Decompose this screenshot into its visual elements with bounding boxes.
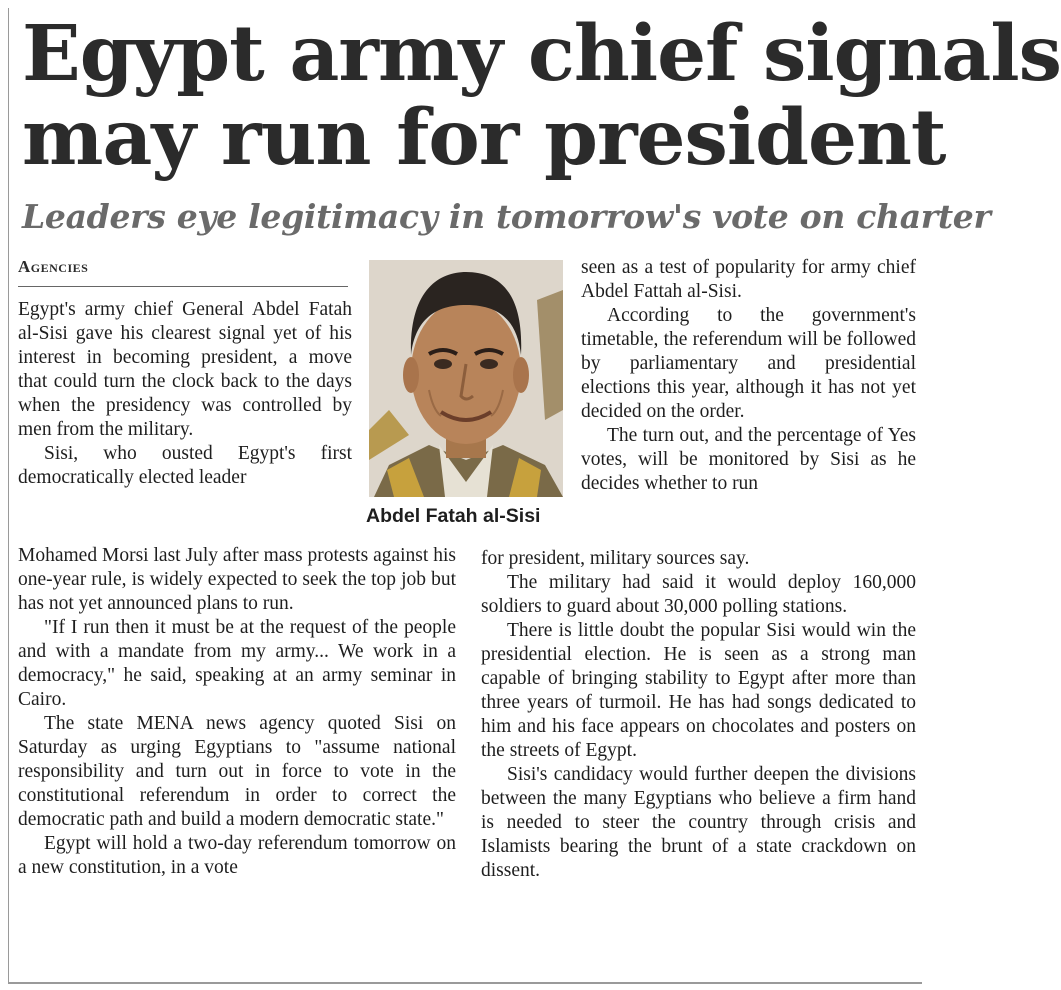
subheadline: Leaders eye legitimacy in tomorrow's vote on charter xyxy=(22,197,991,236)
headline-line-1: Egypt army chief signals xyxy=(22,9,1061,99)
body-column-b xyxy=(18,544,456,880)
left-column-rule xyxy=(8,8,9,983)
photo-caption: Abdel Fatah al-Sisi xyxy=(366,505,541,527)
headline xyxy=(22,9,1061,183)
paragraph: The state MENA news agency quoted Sisi on Saturday as urging Egyptians to "assume national responsibility and turn out in force to vote in the constitutional referendum in order to correct the democratic path and build a modern democratic state." xyxy=(18,713,456,830)
body-column-d xyxy=(481,547,916,883)
paragraph: for president, military sources say. xyxy=(481,548,750,569)
portrait-illustration xyxy=(369,260,563,497)
body-column-c xyxy=(581,256,916,496)
paragraph: There is little doubt the popular Sisi would win the presidential election. He is seen as a strong man capable of bringing stability to Egypt after more than three years of turmoil. He has had songs dedicated to him and his face appears on chocolates and posters on the streets of Egypt. xyxy=(481,620,916,761)
portrait-photo xyxy=(369,260,563,497)
paragraph: According to the government's timetable, the referendum will be followed by parliamentary and presidential elections this year, although it has not yet decided on the order. xyxy=(581,305,916,422)
byline-rule xyxy=(18,286,348,287)
headline-line-2: may run for president xyxy=(22,93,946,183)
bottom-rule xyxy=(8,982,922,984)
paragraph: Sisi, who ousted Egypt's first democratically elected leader xyxy=(18,443,352,488)
paragraph: Egypt will hold a two-day referendum tomorrow on a new constitution, in a vote xyxy=(18,833,456,878)
byline: Agencies xyxy=(18,257,89,276)
paragraph: Mohamed Morsi last July after mass protests against his one-year rule, is widely expected to seek the top job but has not yet announced plans to run. xyxy=(18,545,456,614)
body-column-a xyxy=(18,298,352,490)
paragraph: "If I run then it must be at the request of the people and with a mandate from my army... We work in a democracy," he said, speaking at an army seminar in Cairo. xyxy=(18,617,456,710)
paragraph: The military had said it would deploy 160,000 soldiers to guard about 30,000 polling stations. xyxy=(481,572,916,617)
paragraph: The turn out, and the percentage of Yes votes, will be monitored by Sisi as he decides whether to run xyxy=(581,425,916,494)
paragraph: Egypt's army chief General Abdel Fatah al-Sisi gave his clearest signal yet of his interest in becoming president, a move that could turn the clock back to the days when the presidency was controlled by men from the military. xyxy=(18,299,352,440)
paragraph: seen as a test of popularity for army chief Abdel Fattah al-Sisi. xyxy=(581,257,916,302)
paragraph: Sisi's candidacy would further deepen the divisions between the many Egyptians who believe a firm hand is needed to steer the country through crisis and Islamists bearing the brunt of a state crackdown on dissent. xyxy=(481,764,916,881)
